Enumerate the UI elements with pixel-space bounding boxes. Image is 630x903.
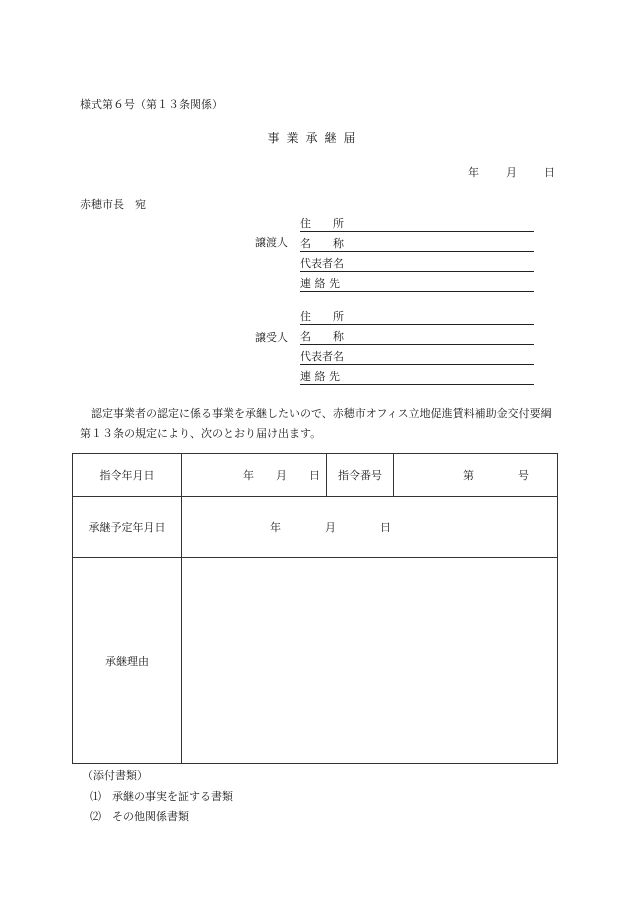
transferor-label: 譲渡人 — [255, 236, 288, 249]
date-month: 月 — [506, 166, 517, 179]
succession-table — [72, 453, 558, 764]
attachment-item: ⑴ 承継の事実を証する書類 — [90, 790, 233, 803]
designation-date-cell[interactable]: 年 月 日 — [182, 454, 327, 497]
statement-paragraph: 認定事業者の認定に係る事業を承継したいので、赤穂市オフィス立地促進賃料補助金交付要綱第１３条の規定により、次のとおり届け出ます。 — [80, 407, 552, 440]
succession-reason-cell[interactable] — [182, 558, 558, 764]
submission-date — [468, 167, 555, 178]
transferee-name-field[interactable] — [300, 331, 534, 345]
field-label: 代表者名 — [300, 257, 344, 270]
succession-date-label: 承継予定年月日 — [73, 497, 182, 558]
transferor-name-field[interactable] — [300, 238, 534, 252]
field-label: 連 絡 先 — [300, 370, 340, 383]
transferor-address-field[interactable] — [300, 218, 534, 232]
document-title: 事業承継届 — [267, 131, 363, 145]
field-label: 名 称 — [300, 330, 344, 343]
field-label: 代表者名 — [300, 350, 344, 363]
designation-number-label: 指令番号 — [327, 454, 394, 497]
date-day: 日 — [544, 166, 555, 179]
field-label: 名 称 — [300, 237, 344, 250]
designation-number-cell[interactable]: 第 号 — [394, 454, 558, 497]
date-year: 年 — [468, 166, 479, 179]
field-label: 住 所 — [300, 310, 344, 323]
table-row — [73, 454, 558, 497]
addressee: 赤穂市長 宛 — [80, 198, 146, 211]
form-number: 様式第６号（第１３条関係） — [80, 98, 223, 111]
attachment-item: ⑵ その他関係書類 — [90, 810, 189, 823]
transferor-contact-field[interactable] — [300, 278, 534, 292]
succession-date-cell[interactable]: 年 月 日 — [182, 497, 558, 558]
transferee-contact-field[interactable] — [300, 371, 534, 385]
transferee-representative-field[interactable] — [300, 351, 534, 365]
field-label: 連 絡 先 — [300, 277, 340, 290]
transferee-label: 譲受人 — [255, 331, 288, 344]
succession-reason-label: 承継理由 — [73, 558, 182, 764]
transferee-address-field[interactable] — [300, 311, 534, 325]
attachments-title: （添付書類） — [82, 769, 148, 782]
designation-date-label: 指令年月日 — [73, 454, 182, 497]
table-row — [73, 497, 558, 558]
field-label: 住 所 — [300, 217, 344, 230]
transferor-representative-field[interactable] — [300, 258, 534, 272]
table-row — [73, 558, 558, 764]
